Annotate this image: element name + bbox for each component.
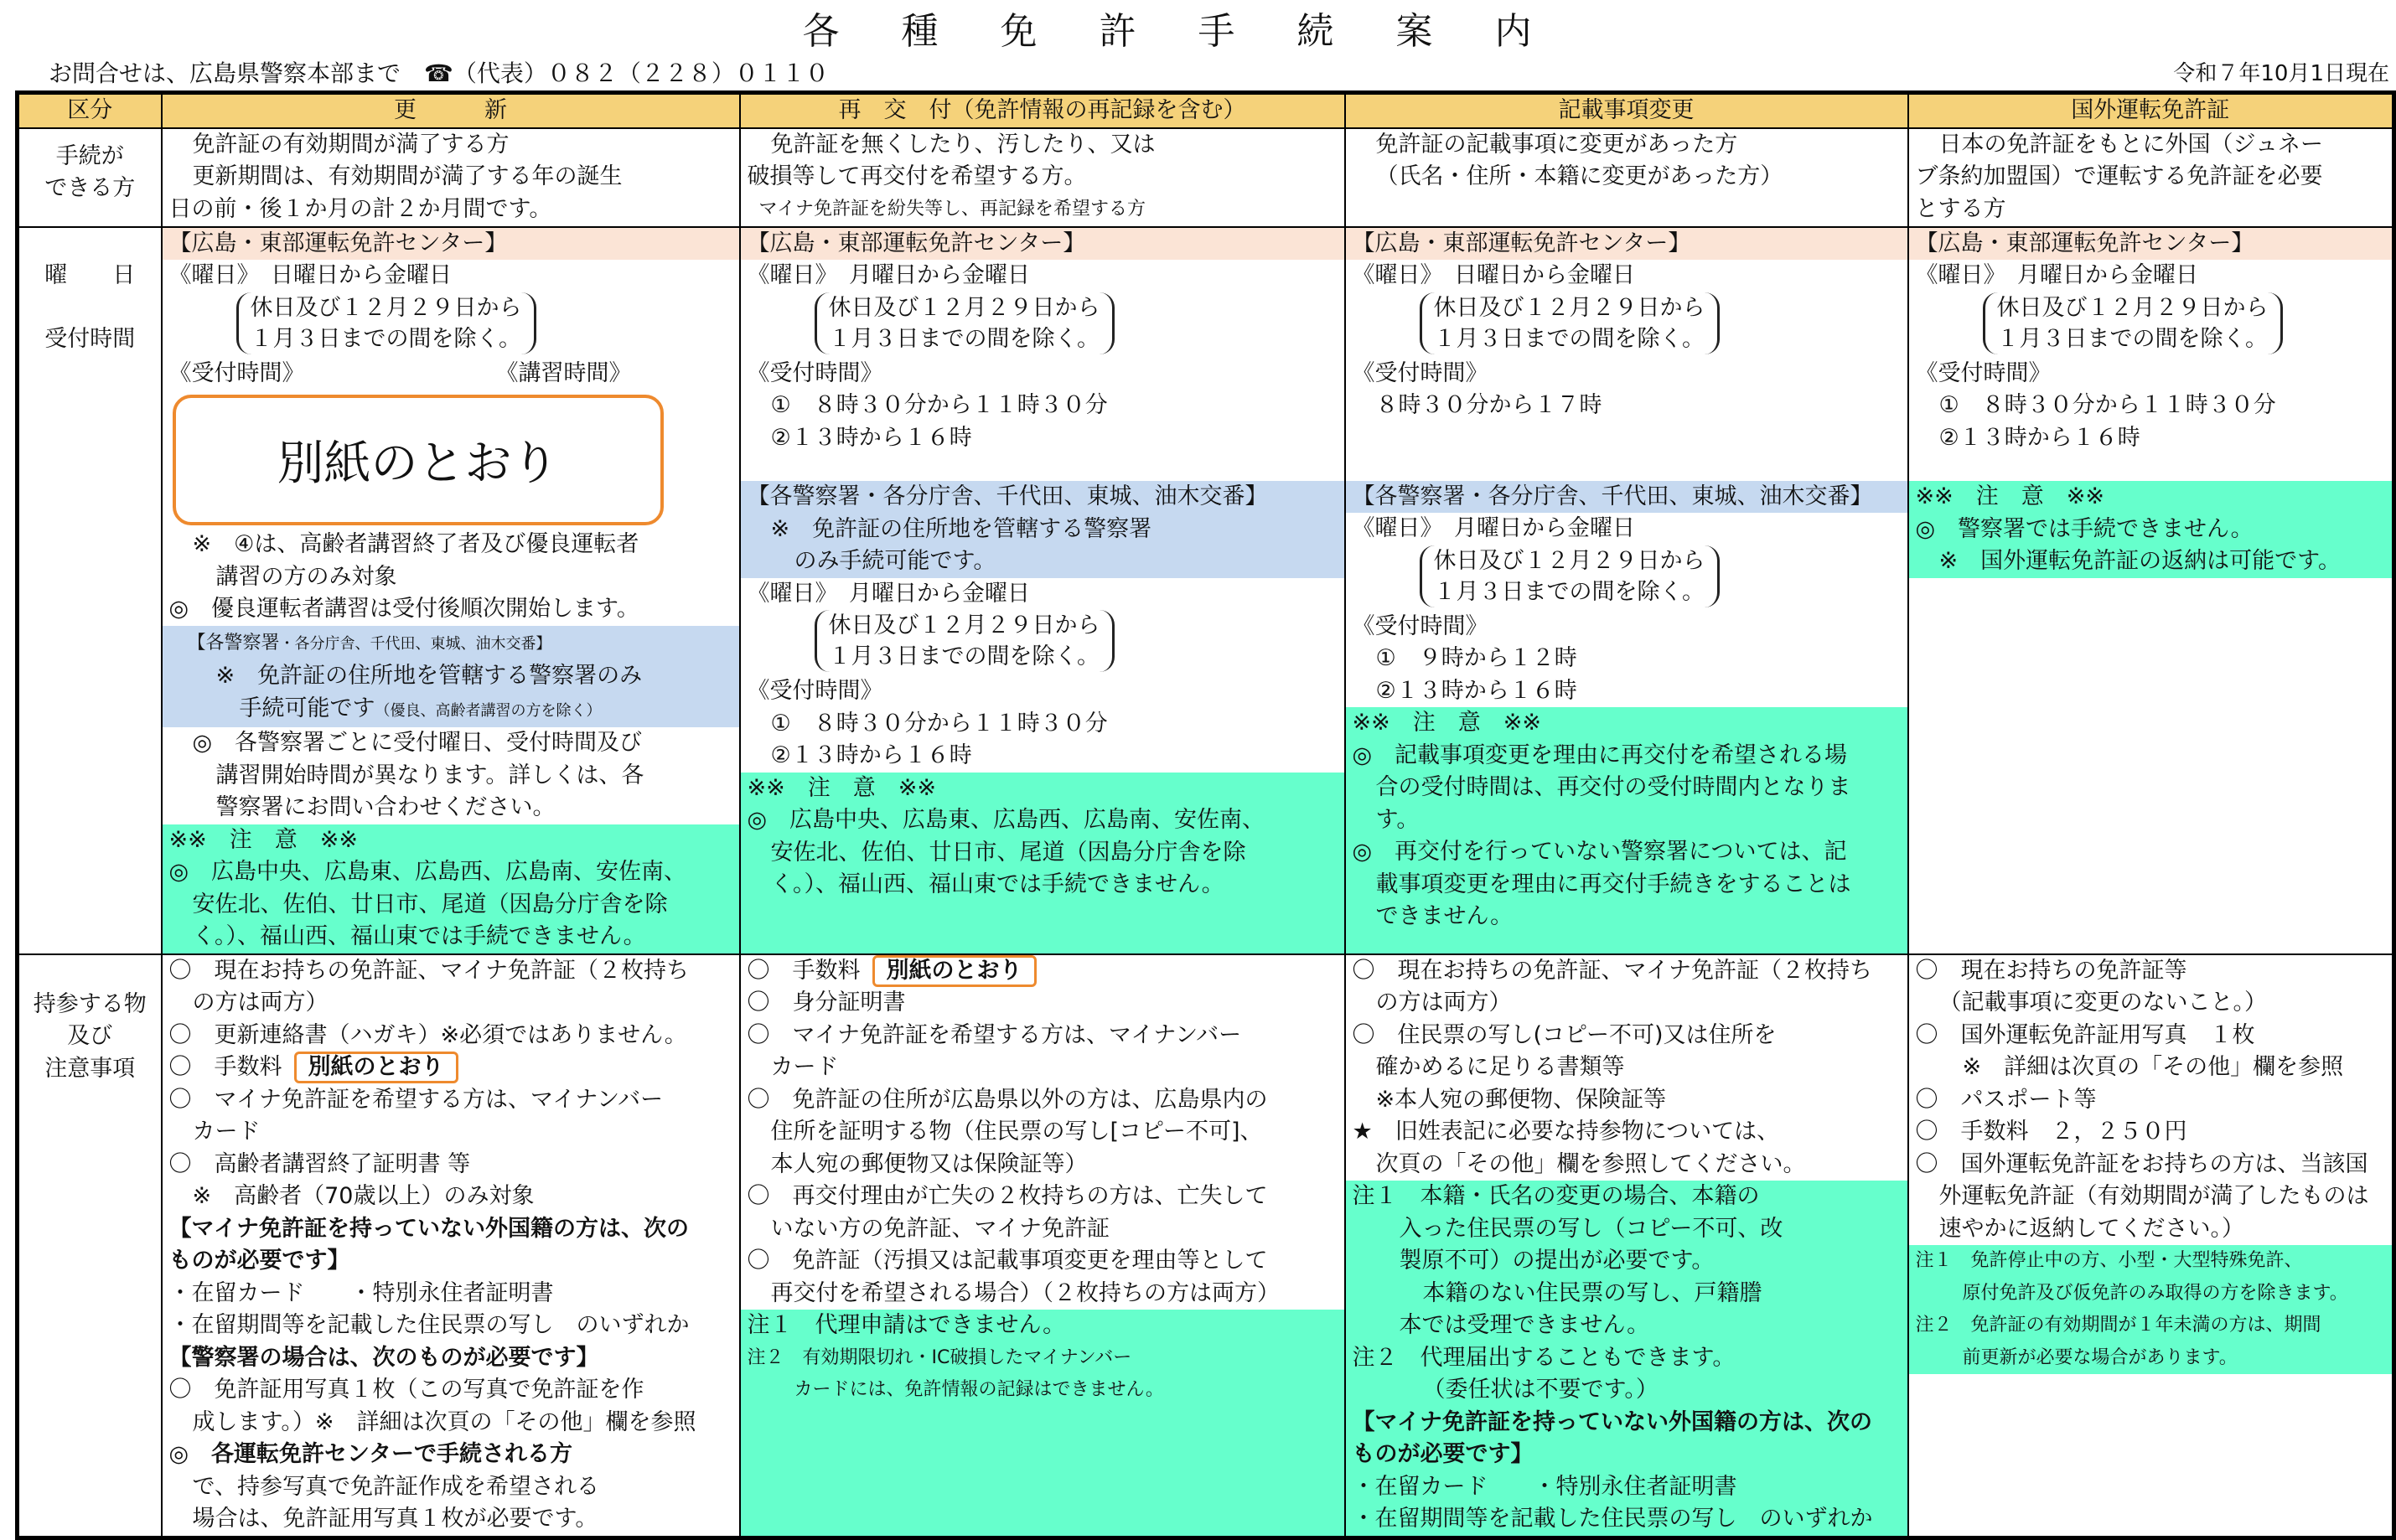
days-value: 日曜日から金曜日 <box>1454 262 1635 288</box>
caution-heading: ※※ 注 意 ※※ <box>1915 483 2104 509</box>
days-label: 《曜日》 <box>747 262 826 288</box>
text-line: ◎ 広島中央、広島東、広島西、広島南、安佐南、 <box>168 859 687 885</box>
days-international <box>1908 227 2394 954</box>
text-line: 住所を証明する物（住民票の写し[コピー不可]、 <box>770 1119 1263 1145</box>
days-renewal <box>162 227 740 954</box>
holiday-bracket <box>815 610 1115 672</box>
text-line: （記載事項に変更のないこと。） <box>1938 990 2267 1015</box>
row-head-eligible <box>18 128 162 227</box>
holiday-bracket <box>1983 292 2283 354</box>
note-line: カードには、免許情報の記録はできません。 <box>794 1379 1164 1400</box>
reception-label: 《受付時間》 <box>1352 612 1488 639</box>
days-entry-change <box>1345 227 1908 954</box>
text-line: 確かめるに足りる書類等 <box>1375 1054 1625 1080</box>
text-line: く。）、福山西、福山東では手続できません。 <box>770 871 1224 897</box>
text-line: できません。 <box>1375 903 1514 929</box>
note-line: 注１ 免許停止中の方、小型・大型特殊免許、 <box>1915 1250 2303 1271</box>
text-line: 休日及び１２月２９日から <box>1433 294 1705 321</box>
text-line: いない方の免許証、マイナ免許証 <box>770 1215 1110 1242</box>
see-attachment-badge: 別紙のとおり <box>872 955 1037 987</box>
text-line: ◎ 優良運転者講習は受付後順次開始します。 <box>168 596 639 622</box>
as-of-date: 令和７年10月1日現在 <box>2173 61 2389 86</box>
text-line: 場合は、免許証用写真１枚が必要です。 <box>192 1506 598 1532</box>
text-line: 成します。）※ 詳細は次頁の「その他」欄を参照 <box>192 1408 696 1435</box>
text-line: とする方 <box>1915 195 2006 222</box>
days-value: 月曜日から金曜日 <box>1454 515 1635 541</box>
text-line: ブ条約加盟国）で運転する免許証を必要 <box>1915 163 2323 189</box>
holiday-bracket <box>1420 545 1720 607</box>
items-renewal <box>162 954 740 1538</box>
text-line: ※ 詳細は次頁の「その他」欄を参照 <box>1962 1054 2344 1080</box>
text-line: 休日及び１２月２９日から <box>1433 547 1705 574</box>
note-line: 注２ 有効期限切れ・IC破損したマイナンバー <box>747 1346 1132 1368</box>
eligible-reissue <box>740 128 1345 227</box>
center-heading: 【広島・東部運転免許センター】 <box>1915 230 2254 256</box>
text-line: １月３日までの間を除く。 <box>828 325 1100 352</box>
text-line: 日本の免許証をもとに外国（ジュネー <box>1938 131 2323 158</box>
text-line: 〇 現在お持ちの免許証等 <box>1915 957 2187 984</box>
days-value: 月曜日から金曜日 <box>2017 262 2198 288</box>
row-head-line: 手続が <box>55 142 124 169</box>
text-line: ②１３時から１６時 <box>770 424 972 451</box>
text-line: 〇 マイナ免許証を希望する方は、マイナンバー <box>747 1021 1242 1048</box>
text-line: 警察署にお問い合わせください。 <box>215 794 556 820</box>
center-heading: 【広島・東部運転免許センター】 <box>168 230 508 256</box>
text-line: １月３日までの間を除く。 <box>1433 578 1705 605</box>
text-line: 載事項変更を理由に再交付手続きをすることは <box>1375 871 1851 897</box>
reception-label: 《受付時間》 <box>1915 359 2052 386</box>
text-line: ① ９時から１２時 <box>1375 645 1577 671</box>
days-value: 月曜日から金曜日 <box>849 262 1030 288</box>
text-line: 更新期間は、有効期間が満了する年の誕生 <box>192 163 623 189</box>
text-line: 〇 住民票の写し(コピー不可)又は住所を <box>1352 1021 1777 1048</box>
header-renewal: 更 新 <box>162 93 740 128</box>
center-heading: 【広島・東部運転免許センター】 <box>1352 230 1691 256</box>
header-international: 国外運転免許証 <box>1908 93 2394 128</box>
items-entry-change <box>1345 954 1908 1538</box>
police-required-heading: 【警察署の場合は、次のものが必要です】 <box>168 1344 599 1371</box>
eligible-entry-change <box>1345 128 1908 227</box>
text-line: ②１３時から１６時 <box>770 742 972 768</box>
see-attachment-box: 別紙のとおり <box>173 395 664 525</box>
days-value: 日曜日から金曜日 <box>271 262 452 288</box>
text-line: １月３日までの間を除く。 <box>1996 325 2268 352</box>
text-line: く。）、福山西、福山東では手続できません。 <box>192 923 646 949</box>
text-line: 〇 国外運転免許証用写真 １枚 <box>1915 1021 2255 1048</box>
note-line: 注２ 代理届出することもできます。 <box>1352 1344 1736 1371</box>
header-entry-change: 記載事項変更 <box>1345 93 1908 128</box>
text-line: 〇 高齢者講習終了証明書 等 <box>168 1150 471 1177</box>
text-line: ・在留カード ・特別永住者証明書 <box>1352 1473 1737 1500</box>
fee-line: 〇 手数料 ２，２５０円 <box>1915 1119 2187 1145</box>
text-line: ◎ 各警察署ごとに受付曜日、受付時間及び <box>192 730 643 756</box>
text-line: 〇 免許証（汚損又は記載事項変更を理由等として <box>747 1248 1268 1274</box>
text-line: 免許証を無くしたり、汚したり、又は <box>770 131 1156 158</box>
text-line: 合の受付時間は、再交付の受付時間内となりま <box>1375 774 1851 800</box>
caution-heading: ※※ 注 意 ※※ <box>747 774 936 801</box>
document-title: 各種免許手続案内 <box>802 10 1594 53</box>
foreign-heading: 【マイナ免許証を持っていない外国籍の方は、次の <box>168 1215 689 1242</box>
text-line: 休日及び１２月２９日から <box>828 612 1100 638</box>
contact-info: お問合せは、広島県警察本部まで ☎（代表）０８２（２２８）０１１０ <box>49 59 829 87</box>
days-label: 《曜日》 <box>747 580 826 607</box>
text-line: 〇 パスポート等 <box>1915 1086 2097 1113</box>
note-line: 本では受理できません。 <box>1399 1312 1650 1338</box>
text-line: 破損等して再交付を希望する方。 <box>747 163 1087 189</box>
text-line: 〇 現在お持ちの免許証、マイナ免許証（２枚持ち <box>1352 957 1872 984</box>
reception-label: 《受付時間》 <box>747 678 883 704</box>
text-line: ① ８時３０分から１１時３０分 <box>770 710 1108 736</box>
days-value: 月曜日から金曜日 <box>849 580 1030 607</box>
days-reissue <box>740 227 1345 954</box>
days-label: 《曜日》 <box>1352 262 1431 288</box>
holiday-bracket <box>236 292 536 354</box>
row-head-line: できる方 <box>44 175 136 201</box>
note-line: 前更新が必要な場合があります。 <box>1962 1346 2238 1368</box>
text-line: す。 <box>1375 806 1420 833</box>
reception-label: 《受付時間》 <box>168 359 305 386</box>
items-international <box>1908 954 2394 1538</box>
text-line: ※本人宛の郵便物、保険証等 <box>1375 1086 1667 1113</box>
text-line: ① ８時３０分から１１時３０分 <box>770 392 1108 418</box>
text-line: で、持参写真で免許証作成を希望される <box>192 1473 599 1500</box>
note-line: 本籍のない住民票の写し、戸籍謄 <box>1422 1279 1762 1306</box>
header-reissue: 再 交 付（免許情報の再記録を含む） <box>740 93 1345 128</box>
row-head-line: 持参する物 <box>33 990 147 1017</box>
text-line: ① ８時３０分から１１時３０分 <box>1938 392 2276 418</box>
text-line: ◎ 記載事項変更を理由に再交付を希望される場 <box>1352 742 1848 768</box>
text-line: 本人宛の郵便物又は保険証等） <box>770 1150 1088 1177</box>
text-line: 安佐北、佐伯、廿日市、尾道（因島分庁舎を除 <box>770 839 1246 866</box>
text-line: ８時３０分から１７時 <box>1375 392 1602 418</box>
text-line: １月３日までの間を除く。 <box>250 325 521 352</box>
reception-label: 《受付時間》 <box>1352 359 1488 386</box>
text-line: 〇 再交付理由が亡失の２枚持ちの方は、亡失して <box>747 1183 1268 1209</box>
days-label: 《曜日》 <box>1915 262 1995 288</box>
procedure-table <box>15 90 2396 1540</box>
holiday-bracket <box>1420 292 1720 354</box>
eligible-renewal <box>162 128 740 227</box>
caution-heading: ※※ 注 意 ※※ <box>168 826 358 853</box>
note-line: 注２ 免許証の有効期間が１年未満の方は、期間 <box>1915 1315 2321 1336</box>
police-heading: 【各警察署・各分庁舎、千代田、東城、油木交番】 <box>1352 483 1873 509</box>
police-heading: 【各警察署・各分庁舎、千代田、東城、油木交番】 <box>747 483 1268 509</box>
row-head-line: 受付時間 <box>44 326 136 352</box>
text-line: 休日及び１２月２９日から <box>250 294 522 321</box>
foreign-heading: ものが必要です】 <box>1352 1441 1534 1467</box>
text-line: 〇 免許証の住所が広島県以外の方は、広島県内の <box>747 1086 1268 1113</box>
text-line: 再交付を希望される場合）（２枚持ちの方は両方） <box>770 1279 1280 1306</box>
header-kubun: 区分 <box>18 93 162 128</box>
note-line: 注１ 代理申請はできません。 <box>747 1312 1066 1338</box>
text-line: 外運転免許証（有効期間が満了したものは <box>1938 1183 2369 1209</box>
items-reissue <box>740 954 1345 1538</box>
police-heading-small: ・各分庁舎、千代田、東城、油木交番】 <box>279 634 551 653</box>
text-line: ◎ 再交付を行っていない警察署については、記 <box>1352 839 1847 865</box>
fee-label: 〇 手数料 <box>747 957 861 984</box>
days-label: 《曜日》 <box>1352 515 1431 541</box>
note-line: 製原不可）の提出が必要です。 <box>1399 1248 1715 1274</box>
text-line: 〇 国外運転免許証をお持ちの方は、当該国 <box>1915 1150 2368 1177</box>
text-line: マイナ免許証を紛失等し、再記録を希望する方 <box>758 198 1146 220</box>
text-line: ※ 免許証の住所地を管轄する警察署のみ <box>215 663 643 689</box>
text-line: 速やかに返納してください。） <box>1938 1215 2244 1242</box>
caution-heading: ※※ 注 意 ※※ <box>1352 710 1541 736</box>
text-line: ・在留カード ・特別永住者証明書 <box>168 1279 554 1306</box>
text-line: ◎ 広島中央、広島東、広島西、広島南、安佐南、 <box>747 807 1265 833</box>
row-head-items <box>18 954 162 1538</box>
text-line: １月３日までの間を除く。 <box>828 643 1100 669</box>
text-line: 手続可能です <box>239 695 375 721</box>
text-line: 〇 免許証用写真１枚（この写真で免許証を作 <box>168 1377 644 1403</box>
text-line: ★ 旧姓表記に必要な持参物については、 <box>1352 1119 1780 1145</box>
text-line: 次頁の「その他」欄を参照してください。 <box>1375 1150 1806 1177</box>
text-line: 〇 身分証明書 <box>747 990 906 1015</box>
text-line: 日の前・後１か月の計２か月間です。 <box>168 195 552 222</box>
note-line: 原付免許及び仮免許のみ取得の方を除きます。 <box>1962 1282 2348 1304</box>
lecture-label: 《講習時間》 <box>495 359 632 386</box>
days-label: 《曜日》 <box>168 262 248 288</box>
see-attachment-badge: 別紙のとおり <box>294 1052 458 1083</box>
note-line: （委任状は不要です。） <box>1422 1377 1659 1403</box>
row-head-line: 注意事項 <box>44 1055 136 1082</box>
text-line: ②１３時から１６時 <box>1375 677 1577 704</box>
text-line: カード <box>192 1119 261 1145</box>
text-line: ②１３時から１６時 <box>1938 424 2140 451</box>
center-photo-heading: ◎ 各運転免許センターで手続される方 <box>168 1441 572 1467</box>
center-heading: 【広島・東部運転免許センター】 <box>747 230 1086 256</box>
text-line: カード <box>770 1054 839 1080</box>
text-line: 講習の方のみ対象 <box>215 563 397 590</box>
text-line: 〇 現在お持ちの免許証、マイナ免許証（２枚持ち <box>168 957 689 984</box>
text-line: 免許証の有効期間が満了する方 <box>192 131 510 158</box>
row-head-line: 及び <box>67 1023 113 1049</box>
text-line: ・在留期間等を記載した住民票の写し のいずれか <box>1352 1506 1873 1532</box>
note-line: 注１ 本籍・氏名の変更の場合、本籍の <box>1352 1183 1760 1209</box>
text-line: １月３日までの間を除く。 <box>1433 325 1705 352</box>
text-line: ※ 免許証の住所地を管轄する警察署 <box>770 515 1152 542</box>
text-line: 安佐北、佐伯、廿日市、尾道（因島分庁舎を除 <box>192 891 668 917</box>
text-line: の方は両方） <box>192 990 329 1015</box>
police-heading: 【各警察署 <box>187 632 280 654</box>
text-line: 講習開始時間が異なります。詳しくは、各 <box>215 762 644 788</box>
row-head-line: 曜 日 <box>44 261 136 288</box>
text-line: 〇 更新連絡書（ハガキ）※必須ではありません。 <box>168 1021 687 1048</box>
text-line: 免許証の記載事項に変更があった方 <box>1375 131 1738 158</box>
text-line: ◎ 警察署では手続できません。 <box>1915 515 2254 542</box>
text-line: ※ 国外運転免許証の返納は可能です。 <box>1938 548 2341 574</box>
text-line: ※ ④は、高齢者講習終了者及び優良運転者 <box>192 531 639 557</box>
fee-label: 〇 手数料 <box>168 1054 282 1080</box>
text-line: 〇 マイナ免許証を希望する方は、マイナンバー <box>168 1086 664 1113</box>
foreign-heading: ものが必要です】 <box>168 1248 350 1274</box>
row-head-days <box>18 227 162 954</box>
text-line: のみ手続可能です。 <box>794 548 996 574</box>
holiday-bracket <box>815 292 1115 354</box>
text-line: （優良、高齢者講習の方を除く） <box>375 701 602 720</box>
eligible-international <box>1908 128 2394 227</box>
foreign-heading: 【マイナ免許証を持っていない外国籍の方は、次の <box>1352 1408 1872 1435</box>
reception-label: 《受付時間》 <box>747 359 883 386</box>
text-line: （氏名・住所・本籍に変更があった方） <box>1375 163 1783 189</box>
text-line: ・在留期間等を記載した住民票の写し のいずれか <box>168 1312 690 1338</box>
text-line: の方は両方） <box>1375 990 1512 1015</box>
text-line: 休日及び１２月２９日から <box>828 294 1100 321</box>
note-line: 入った住民票の写し（コピー不可、改 <box>1399 1215 1783 1242</box>
text-line: ※ 高齢者（70歳以上）のみ対象 <box>192 1183 535 1209</box>
text-line: 休日及び１２月２９日から <box>1996 294 2269 321</box>
